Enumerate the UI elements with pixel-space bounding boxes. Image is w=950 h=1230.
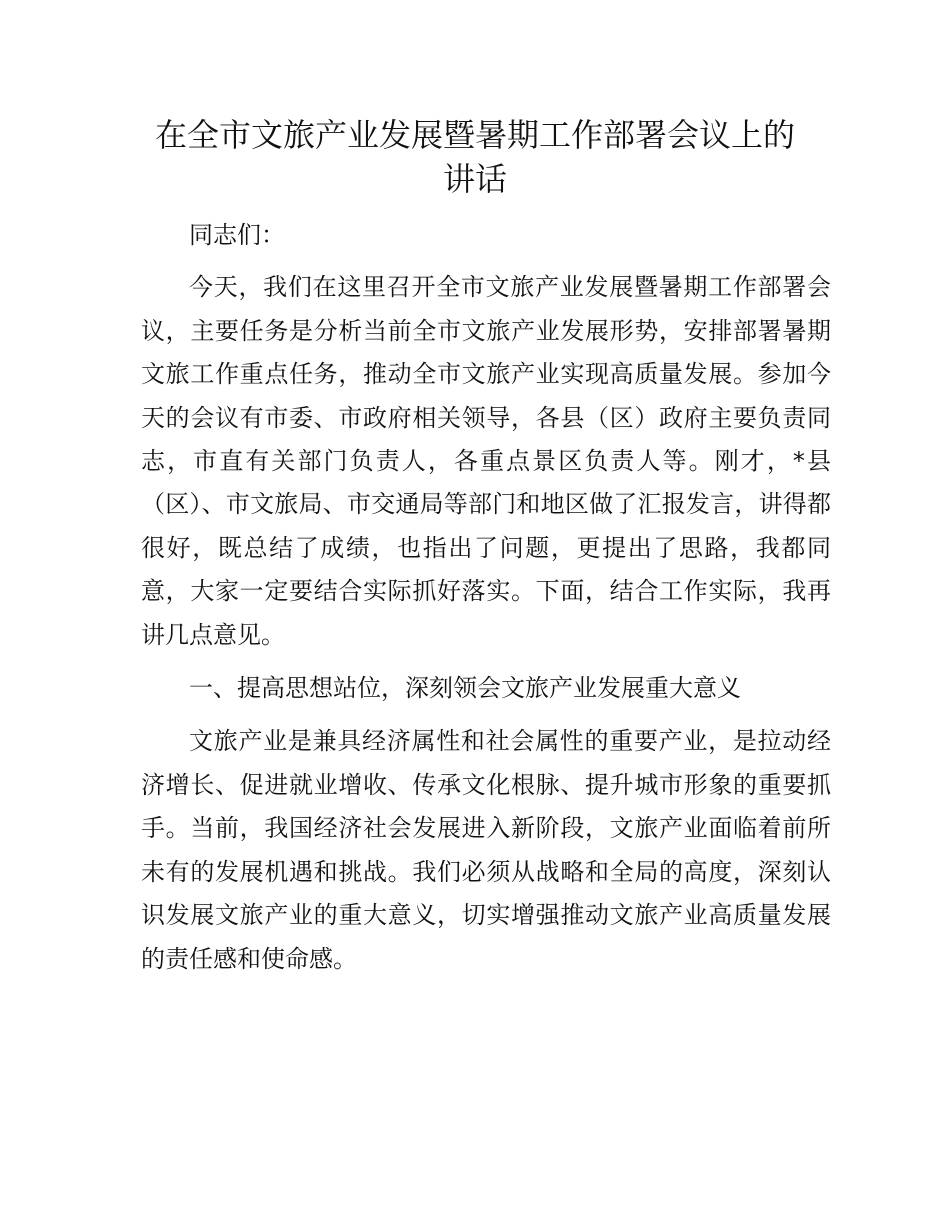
opening-paragraph: 今天，我们在这里召开全市文旅产业发展暨暑期工作部署会议，主要任务是分析当前全市文旅产业发展形势，安排部署暑期文旅工作重点任务，推动全市文旅产业实现高质量发展。参加今天的会议有市委、市政府相关领导，各县（区）政府主要负责同志，市直有关部门负责人，各重点景区负责人等。刚才，*县（区）、市文旅局、市交通局等部门和地区做了汇报发言，讲得都很好，既总结了成绩，也指出了问题，更提出了思路，我都同意，大家一定要结合实际抓好落实。下面，结合工作实际，我再讲几点意见。 <box>141 273 831 649</box>
section-paragraph: 文旅产业是兼具经济属性和社会属性的重要产业，是拉动经济增长、促进就业增收、传承文化根脉、提升城市形象的重要抓手。当前，我国经济社会发展进入新阶段，文旅产业面临着前所未有的发展机遇和挑战。我们必须从战略和全局的高度，深刻认识发展文旅产业的重大意义，切实增强推动文旅产业高质量发展的责任感和使命感。 <box>141 727 831 973</box>
greeting: 同志们： <box>189 221 285 249</box>
document-body <box>141 214 831 991</box>
document-title: 在全市文旅产业发展暨暑期工作部署会议上的讲话 <box>154 116 795 198</box>
section-heading: 一、提高思想站位，深刻领会文旅产业发展重大意义 <box>189 674 741 703</box>
